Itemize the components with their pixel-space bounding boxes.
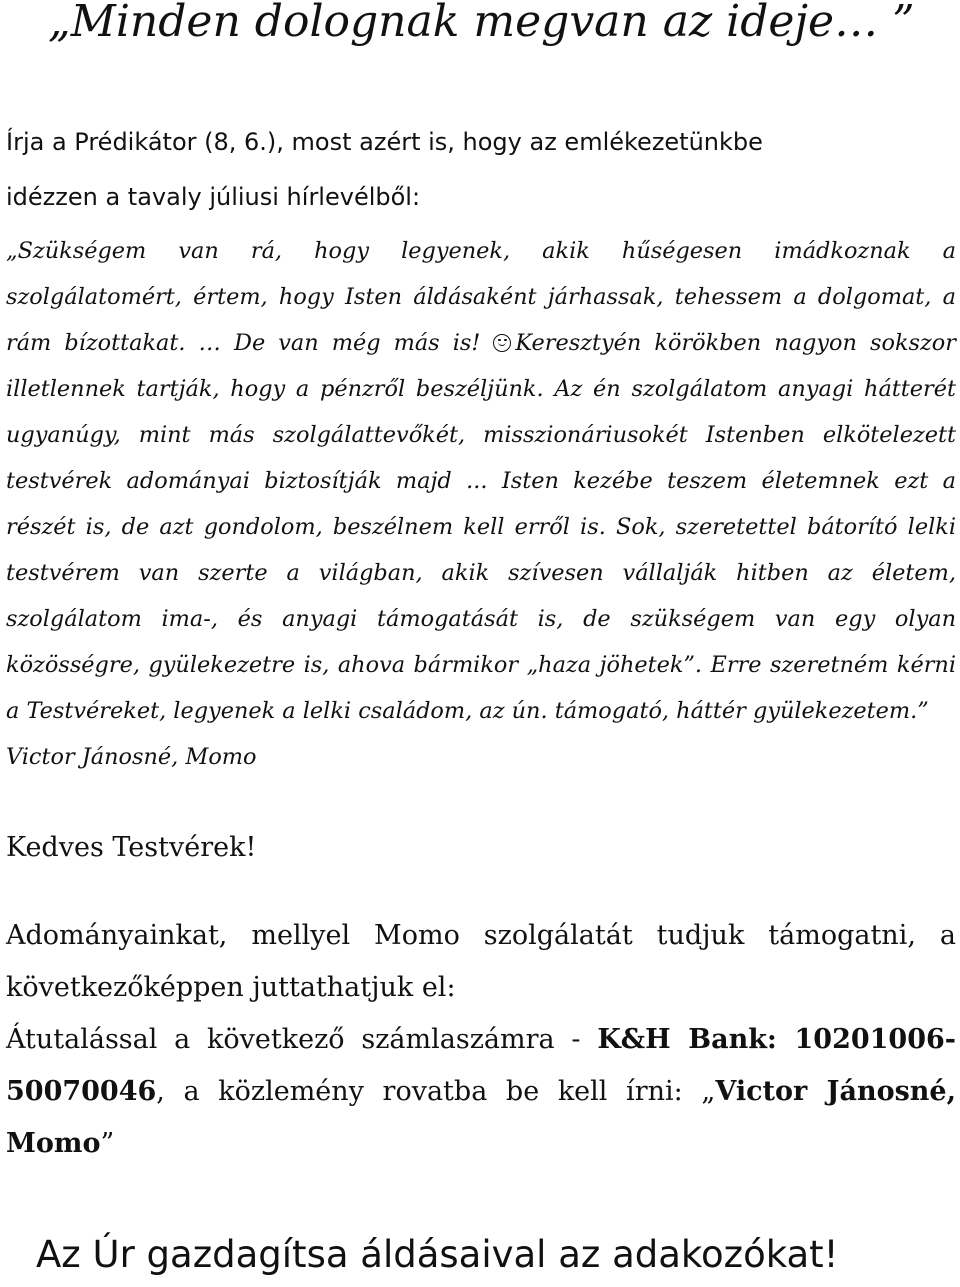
payee-short-name: Momo xyxy=(6,1128,101,1159)
donation-line-bank xyxy=(6,1014,956,1066)
quote-line: közösségre, gyülekezetre is, ahova bármikor „haza jöhetek”. Erre szeretném kérni xyxy=(6,652,956,678)
intro-line-2: idézzen a tavaly júliusi hírlevélből: xyxy=(6,183,421,211)
quote-line: a Testvéreket, legyenek a lelki családom, az ún. támogató, háttér gyülekezetem.” xyxy=(6,698,929,724)
quote-line: részét is, de azt gondolom, beszélnem kell erről is. Sok, szeretettel bátorító lelki xyxy=(6,514,956,540)
quote-line: testvérem van szerte a világban, akik szívesen vállalják hitben az életem, xyxy=(6,560,956,586)
page-title: „Minden dolognak megvan az ideje… ” xyxy=(48,0,915,47)
donation-paragraph xyxy=(6,910,956,1170)
quote-line: szolgálatom ima-, és anyagi támogatását is, de szükségem van egy olyan xyxy=(6,606,956,632)
donation-line-payee xyxy=(6,1118,956,1170)
quote-line: testvérek adományai biztosítják majd ... Isten kezébe teszem életemnek ezt a xyxy=(6,468,956,494)
donation-line: következőképpen juttathatjuk el: xyxy=(6,972,456,1003)
quote-line: ugyanúgy, mint más szolgálattevőkét, misszionáriusokét Istenben elkötelezett xyxy=(6,422,956,448)
donation-line-account xyxy=(6,1066,956,1118)
quote-line-with-smiley xyxy=(6,320,956,366)
quote-text: Keresztyén körökben nagyon sokszor xyxy=(515,330,956,356)
bank-account-number: 50070046 xyxy=(6,1076,157,1107)
quote-signature: Victor Jánosné, Momo xyxy=(6,744,257,770)
donation-line: Adományainkat, mellyel Momo szolgálatát tudjuk támogatni, a xyxy=(6,920,956,951)
quote-line: illetlennek tartják, hogy a pénzről beszéljünk. Az én szolgálatom anyagi hátterét xyxy=(6,376,956,402)
donation-text: , a közlemény rovatba be kell írni: „ xyxy=(156,1076,716,1107)
salutation: Kedves Testvérek! xyxy=(6,832,257,863)
quote-line: szolgálatomért, értem, hogy Isten áldásaként járhassak, tehessem a dolgomat, a xyxy=(6,284,956,310)
quote-line: „Szükségem van rá, hogy legyenek, akik hűségesen imádkoznak a xyxy=(6,238,956,264)
bank-account-label: K&H Bank: 10201006- xyxy=(597,1024,956,1055)
closing-quote-mark: ” xyxy=(100,1128,115,1159)
payee-name: Victor Jánosné, xyxy=(715,1076,956,1107)
intro-line-1: Írja a Prédikátor (8, 6.), most azért is, hogy az emlékezetünkbe xyxy=(6,128,763,156)
quote-text: rám bízottakat. … De van még más is! xyxy=(6,330,494,356)
donation-text: Átutalással a következő számlaszámra - xyxy=(6,1024,598,1055)
smiley-icon xyxy=(493,334,511,352)
quoted-letter xyxy=(6,228,956,780)
closing-blessing: Az Úr gazdagítsa áldásaival az adakozókat! xyxy=(36,1233,839,1276)
